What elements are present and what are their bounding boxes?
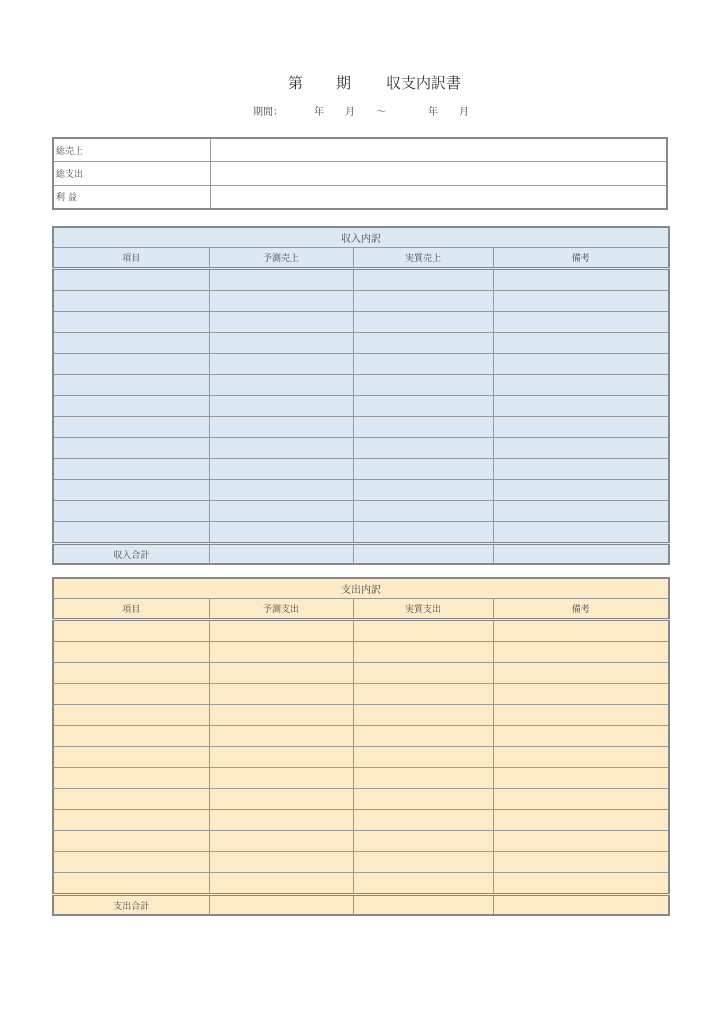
income-caption: 収入内訳 <box>53 227 669 248</box>
income-cell-item[interactable] <box>53 375 209 396</box>
expense-cell-notes[interactable] <box>493 789 669 810</box>
expense-cell-actual[interactable] <box>353 873 493 895</box>
income-table-row <box>53 501 669 522</box>
income-cell-notes[interactable] <box>493 501 669 522</box>
income-cell-item[interactable] <box>53 417 209 438</box>
expense-cell-notes[interactable] <box>493 873 669 895</box>
expense-cell-actual[interactable] <box>353 663 493 684</box>
expense-cell-item[interactable] <box>53 768 209 789</box>
income-cell-actual[interactable] <box>353 480 493 501</box>
title-main: 収支内訳書 <box>386 74 462 92</box>
income-cell-item[interactable] <box>53 480 209 501</box>
expense-cell-notes[interactable] <box>493 684 669 705</box>
income-table-row <box>53 312 669 333</box>
income-col-notes: 備考 <box>493 248 669 269</box>
expense-cell-item[interactable] <box>53 705 209 726</box>
income-total-label: 収入合計 <box>53 544 209 565</box>
income-table-row <box>53 333 669 354</box>
income-cell-actual[interactable] <box>353 438 493 459</box>
expense-cell-forecast[interactable] <box>209 810 353 831</box>
income-cell-item[interactable] <box>53 354 209 375</box>
period-line <box>0 103 724 119</box>
period-year-end[interactable]: 年 <box>428 107 438 118</box>
income-table-row <box>53 480 669 501</box>
income-table-row <box>53 396 669 417</box>
income-cell-actual[interactable] <box>353 375 493 396</box>
income-cell-actual[interactable] <box>353 396 493 417</box>
income-cell-actual[interactable] <box>353 354 493 375</box>
income-total-notes[interactable] <box>493 544 669 565</box>
expense-cell-actual[interactable] <box>353 852 493 873</box>
income-cell-forecast[interactable] <box>209 396 353 417</box>
expense-breakdown-table <box>52 577 670 916</box>
expense-table-row <box>53 789 669 810</box>
income-caption-row <box>53 227 669 248</box>
income-cell-forecast[interactable] <box>209 354 353 375</box>
expense-cell-item[interactable] <box>53 642 209 663</box>
income-cell-item[interactable] <box>53 291 209 312</box>
income-cell-notes[interactable] <box>493 269 669 291</box>
summary-value-total-sales[interactable] <box>211 138 668 162</box>
expense-cell-item[interactable] <box>53 726 209 747</box>
expense-cell-forecast[interactable] <box>209 852 353 873</box>
expense-cell-actual[interactable] <box>353 831 493 852</box>
income-col-actual: 実質売上 <box>353 248 493 269</box>
income-cell-actual[interactable] <box>353 522 493 544</box>
income-cell-item[interactable] <box>53 522 209 544</box>
expense-cell-forecast[interactable] <box>209 873 353 895</box>
income-cell-item[interactable] <box>53 312 209 333</box>
expense-table-row <box>53 620 669 642</box>
income-table-row <box>53 375 669 396</box>
income-table-row <box>53 522 669 544</box>
expense-table-row <box>53 747 669 768</box>
income-cell-forecast[interactable] <box>209 375 353 396</box>
expense-table-row <box>53 726 669 747</box>
term-prefix: 第 <box>288 74 304 92</box>
expense-cell-actual[interactable] <box>353 620 493 642</box>
income-cell-forecast[interactable] <box>209 522 353 544</box>
income-cell-notes[interactable] <box>493 396 669 417</box>
expense-cell-forecast[interactable] <box>209 620 353 642</box>
income-cell-item[interactable] <box>53 269 209 291</box>
income-table-row <box>53 438 669 459</box>
income-cell-actual[interactable] <box>353 269 493 291</box>
income-cell-item[interactable] <box>53 459 209 480</box>
income-cell-item[interactable] <box>53 438 209 459</box>
expense-cell-forecast[interactable] <box>209 747 353 768</box>
expense-cell-item[interactable] <box>53 789 209 810</box>
summary-value-profit[interactable] <box>211 185 668 209</box>
expense-cell-notes[interactable] <box>493 768 669 789</box>
income-cell-actual[interactable] <box>353 501 493 522</box>
income-cell-notes[interactable] <box>493 375 669 396</box>
expense-cell-forecast[interactable] <box>209 768 353 789</box>
expense-cell-item[interactable] <box>53 810 209 831</box>
expense-cell-forecast[interactable] <box>209 705 353 726</box>
term-suffix: 期 <box>336 74 352 92</box>
document-title <box>0 68 724 96</box>
expense-cell-forecast[interactable] <box>209 684 353 705</box>
expense-cell-item[interactable] <box>53 852 209 873</box>
income-table-row <box>53 354 669 375</box>
income-total-actual[interactable] <box>353 544 493 565</box>
expense-cell-item[interactable] <box>53 873 209 895</box>
expense-cell-actual[interactable] <box>353 789 493 810</box>
summary-table <box>52 137 668 210</box>
period-month-start[interactable]: 月 <box>345 107 355 118</box>
income-cell-forecast[interactable] <box>209 501 353 522</box>
expense-cell-notes[interactable] <box>493 726 669 747</box>
income-cell-forecast[interactable] <box>209 312 353 333</box>
expense-col-notes: 備考 <box>493 599 669 620</box>
income-table-row <box>53 269 669 291</box>
period-year-start[interactable]: 年 <box>314 107 324 118</box>
income-cell-notes[interactable] <box>493 459 669 480</box>
expense-header-row <box>53 599 669 620</box>
expense-cell-forecast[interactable] <box>209 789 353 810</box>
income-total-forecast[interactable] <box>209 544 353 565</box>
income-total-row <box>53 544 669 565</box>
expense-caption: 支出内訳 <box>53 578 669 599</box>
summary-row <box>53 185 667 209</box>
expense-cell-notes[interactable] <box>493 810 669 831</box>
income-cell-forecast[interactable] <box>209 291 353 312</box>
expense-total-forecast[interactable] <box>209 895 353 916</box>
expense-cell-notes[interactable] <box>493 705 669 726</box>
income-cell-notes[interactable] <box>493 438 669 459</box>
expense-cell-forecast[interactable] <box>209 663 353 684</box>
income-cell-actual[interactable] <box>353 459 493 480</box>
income-header-row <box>53 248 669 269</box>
summary-label-profit: 利 益 <box>53 185 211 209</box>
expense-table-row <box>53 852 669 873</box>
expense-table-row <box>53 810 669 831</box>
period-month-end[interactable]: 月 <box>459 107 469 118</box>
summary-label-total-sales: 総売上 <box>53 138 211 162</box>
expense-cell-item[interactable] <box>53 747 209 768</box>
expense-cell-item[interactable] <box>53 663 209 684</box>
income-col-item: 項目 <box>53 248 209 269</box>
income-cell-notes[interactable] <box>493 354 669 375</box>
expense-cell-item[interactable] <box>53 620 209 642</box>
expense-caption-row <box>53 578 669 599</box>
income-cell-actual[interactable] <box>353 312 493 333</box>
expense-table-row <box>53 873 669 895</box>
income-cell-forecast[interactable] <box>209 269 353 291</box>
expense-cell-forecast[interactable] <box>209 831 353 852</box>
expense-cell-actual[interactable] <box>353 810 493 831</box>
income-cell-notes[interactable] <box>493 417 669 438</box>
income-cell-forecast[interactable] <box>209 417 353 438</box>
expense-cell-notes[interactable] <box>493 642 669 663</box>
income-table-row <box>53 291 669 312</box>
summary-value-total-expense[interactable] <box>211 162 668 185</box>
income-cell-forecast[interactable] <box>209 333 353 354</box>
expense-table-row <box>53 705 669 726</box>
income-cell-item[interactable] <box>53 501 209 522</box>
income-cell-notes[interactable] <box>493 312 669 333</box>
income-cell-notes[interactable] <box>493 291 669 312</box>
expense-cell-forecast[interactable] <box>209 642 353 663</box>
expense-table-row <box>53 642 669 663</box>
expense-cell-actual[interactable] <box>353 642 493 663</box>
income-cell-forecast[interactable] <box>209 480 353 501</box>
expense-cell-actual[interactable] <box>353 684 493 705</box>
income-cell-forecast[interactable] <box>209 438 353 459</box>
income-table-row <box>53 459 669 480</box>
expense-cell-actual[interactable] <box>353 747 493 768</box>
income-cell-actual[interactable] <box>353 333 493 354</box>
expense-total-actual[interactable] <box>353 895 493 916</box>
expense-table-row <box>53 831 669 852</box>
expense-col-item: 項目 <box>53 599 209 620</box>
expense-cell-notes[interactable] <box>493 831 669 852</box>
expense-cell-notes[interactable] <box>493 620 669 642</box>
summary-row <box>53 138 667 162</box>
period-tilde: ～ <box>376 107 386 118</box>
expense-cell-notes[interactable] <box>493 663 669 684</box>
income-cell-forecast[interactable] <box>209 459 353 480</box>
expense-total-label: 支出合計 <box>53 895 209 916</box>
expense-total-notes[interactable] <box>493 895 669 916</box>
income-cell-notes[interactable] <box>493 522 669 544</box>
income-cell-actual[interactable] <box>353 417 493 438</box>
expense-cell-actual[interactable] <box>353 726 493 747</box>
expense-cell-notes[interactable] <box>493 852 669 873</box>
income-cell-notes[interactable] <box>493 333 669 354</box>
income-cell-notes[interactable] <box>493 480 669 501</box>
expense-total-row <box>53 895 669 916</box>
expense-table-row <box>53 684 669 705</box>
income-table-row <box>53 417 669 438</box>
expense-cell-actual[interactable] <box>353 768 493 789</box>
income-cell-item[interactable] <box>53 333 209 354</box>
period-label: 期間： <box>253 107 283 118</box>
expense-cell-item[interactable] <box>53 831 209 852</box>
income-col-forecast: 予測売上 <box>209 248 353 269</box>
expense-cell-item[interactable] <box>53 684 209 705</box>
expense-col-actual: 実質支出 <box>353 599 493 620</box>
income-cell-item[interactable] <box>53 396 209 417</box>
expense-cell-forecast[interactable] <box>209 726 353 747</box>
summary-row <box>53 162 667 185</box>
expense-table-row <box>53 768 669 789</box>
income-cell-actual[interactable] <box>353 291 493 312</box>
expense-table-row <box>53 663 669 684</box>
expense-cell-actual[interactable] <box>353 705 493 726</box>
income-breakdown-table <box>52 226 670 565</box>
summary-label-total-expense: 総支出 <box>53 162 211 185</box>
expense-col-forecast: 予測支出 <box>209 599 353 620</box>
expense-cell-notes[interactable] <box>493 747 669 768</box>
